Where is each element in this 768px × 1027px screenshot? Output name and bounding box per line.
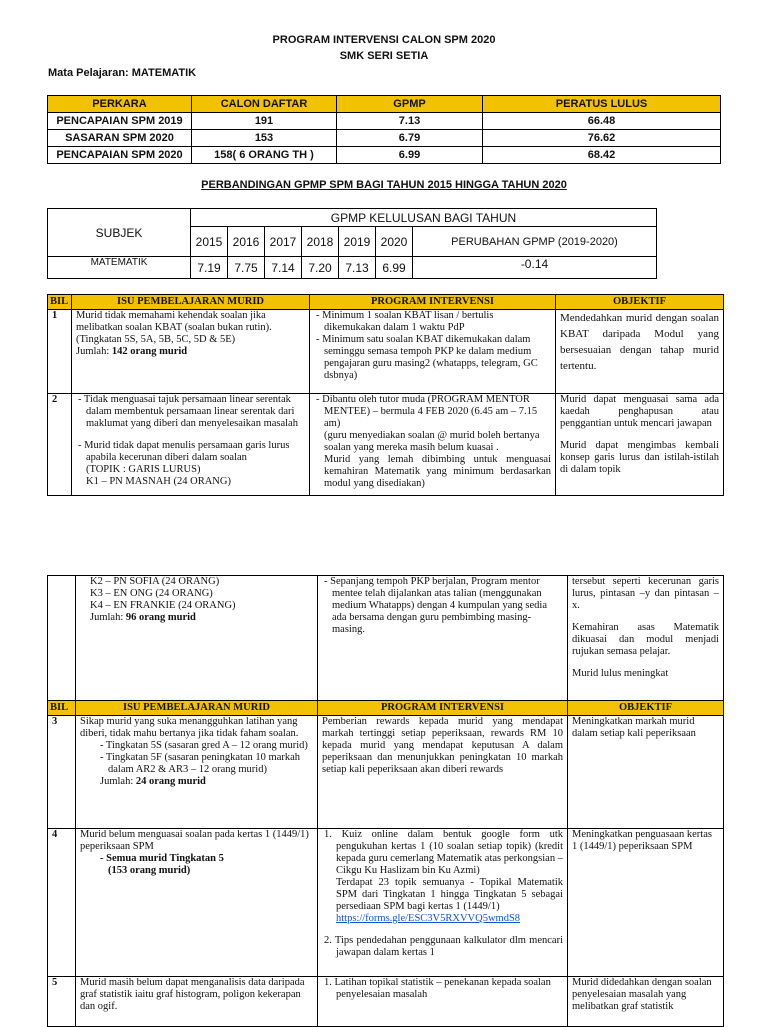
doc-title: PROGRAM INTERVENSI CALON SPM 2020 [272, 34, 496, 46]
spacer [572, 658, 719, 668]
program-note: Murid yang lemah dibimbing untuk menguasai kemahiran Matematik yang minimum berdasarkan modul yang disediakan) [324, 454, 551, 489]
objektif-cell [556, 394, 724, 496]
cell: PENCAPAIAN SPM 2020 [48, 147, 192, 164]
program-header: PROGRAM INTERVENSI [310, 295, 556, 310]
table-row [48, 310, 724, 394]
results-table [47, 95, 721, 164]
cell: 158( 6 ORANG TH ) [192, 147, 337, 164]
isu-header: ISU PEMBELAJARAN MURID [72, 295, 310, 310]
program-item: 1. Latihan topikal statistik – penekanan kepada soalan penyelesaian masalah [324, 977, 551, 1000]
table-row [48, 716, 724, 829]
isu-item: - Tidak menguasai tajuk persamaan linear serentak dalam membentuk persamaan linear serentak dari maklumat yang diberi dan menyelesaikan masalah [78, 394, 298, 429]
objektif-cell: Meningkatkan penguasaan kertas 1 (1449/1) peperiksaan SPM [568, 829, 724, 977]
program-cell [318, 829, 568, 977]
cell: 6.99 [337, 147, 483, 164]
value-cell: 7.19 [191, 257, 228, 279]
program-note: Terdapat 23 topik semuanya - Topikal Matematik SPM dari Tingkatan 1 hingga Tingkatan 5 sebagai persediaan SPM bagi kertas 1 (1449/1) [336, 877, 563, 912]
program-note: (guru menyediakan soalan @ murid boleh bertanya soalan yang mereka masih belum kuasai . [324, 430, 540, 453]
cell: 66.48 [483, 113, 721, 130]
program-item: - Minimum satu soalan KBAT dikemukakan dalam seminggu semasa tempoh PKP ke dalam medium pengajaran guru masing2 (whatapps, telegram, GC dsbnya) [316, 334, 538, 381]
school-name: SMK SERI SETIA [339, 50, 429, 62]
table-row [48, 829, 724, 977]
year-cell: 2016 [228, 227, 265, 257]
program-cell [310, 310, 556, 394]
objektif-header: OBJEKTIF [568, 701, 724, 716]
comparison-title: PERBANDINGAN GPMP SPM BAGI TAHUN 2015 HINGGA TAHUN 2020 [201, 179, 567, 191]
col-peratus-lulus: PERATUS LULUS [483, 96, 721, 113]
program-header: PROGRAM INTERVENSI [318, 701, 568, 716]
value-cell: 7.13 [339, 257, 376, 279]
value-cell: 6.99 [376, 257, 413, 279]
year-cell: 2019 [339, 227, 376, 257]
google-form-link[interactable]: https://forms.gle/ESC3V5RXVVQ5wmdS8 [336, 913, 521, 924]
year-cell: 2015 [191, 227, 228, 257]
gpmp-group-header: GPMP KELULUSAN BAGI TAHUN [191, 209, 657, 227]
results-header-row [48, 96, 721, 113]
perubahan-header: PERUBAHAN GPMP (2019-2020) [413, 227, 657, 257]
spacer [322, 925, 563, 935]
isu-cell: Murid masih belum dapat menganalisis data daripada graf statistik iaitu graf histogram, poligon kekerapan dan ogif. [76, 977, 318, 1027]
isu-text: Murid belum menguasai soalan pada kertas 1 (1449/1) peperiksaan SPM [80, 829, 309, 852]
spacer [560, 430, 719, 440]
program-item: - Dibantu oleh tutor muda (PROGRAM MENTOR MENTEE) – bermula 4 FEB 2020 (6.45 am – 7.15 am) [316, 394, 538, 429]
objektif-header: OBJEKTIF [556, 295, 724, 310]
objektif-cell [568, 576, 724, 701]
table-row [48, 113, 721, 130]
value-cell: 7.75 [228, 257, 265, 279]
objektif-text: Murid dapat mengimbas kembali konsep garis lurus dan istilah-istilah di dalam topik [560, 440, 719, 475]
count-label: Jumlah: [90, 612, 126, 623]
isu-group: K4 – EN FRANKIE (24 ORANG) [90, 600, 236, 611]
isu-group: K1 – PN MASNAH (24 ORANG) [86, 476, 231, 487]
subjek-header: SUBJEK [48, 209, 191, 257]
table-row [48, 130, 721, 147]
bil-cell-empty [48, 576, 76, 701]
objektif-text: tersebut seperti kecerunan garis lurus, pintasan –y dan pintasan – x. [572, 576, 719, 611]
cell: 153 [192, 130, 337, 147]
isu-count [76, 346, 305, 358]
cell: PENCAPAIAN SPM 2019 [48, 113, 192, 130]
isu-header: ISU PEMBELAJARAN MURID [76, 701, 318, 716]
isu-item: - Tingkatan 5S (sasaran gred A – 12 orang murid) [100, 740, 308, 751]
col-gpmp: GPMP [337, 96, 483, 113]
program-item: 1. Kuiz online dalam bentuk google form utk pengukuhan kertas 1 (10 soalan setiap topik) (kredit kepada guru cemerlang Matematik atas perkongsian – Cikgu Ku Haslizam bin Ku Azmi) [324, 829, 563, 876]
gpmp-comparison-table [47, 208, 657, 279]
cell: 68.42 [483, 147, 721, 164]
isu-cell [76, 829, 318, 977]
isu-cell [72, 394, 310, 496]
program-item: 2. Tips pendedahan penggunaan kalkulator dlm mencari jawapan dalam kertas 1 [324, 935, 563, 958]
cell: 7.13 [337, 113, 483, 130]
bil-cell: 5 [48, 977, 76, 1027]
count-label: Jumlah: [76, 346, 112, 357]
cell: 191 [192, 113, 337, 130]
subject-cell: MATEMATIK [48, 257, 191, 279]
bil-cell: 1 [48, 310, 72, 394]
count-value: 24 orang murid [135, 776, 206, 787]
isu-item: - Murid tidak dapat menulis persamaan garis lurus apabila kecerunan diberi dalam soalan [78, 440, 290, 463]
intervention-table-1 [47, 294, 724, 496]
objektif-text: Murid dapat menguasai sama ada kaedah penghapusan atau penggantian untuk mencari jawapan [560, 394, 719, 429]
count-value: 142 orang murid [111, 346, 188, 357]
program-cell: Pemberian rewards kepada murid yang mendapat markah tertinggi setiap peperiksaan, rewards RM 10 kepada murid yang mendapat keputusan A dalam peperiksaan dan menunjukkan peningkatan 10 markah setiap kali peperiksaan akan diberi rewards [318, 716, 568, 829]
value-cell: 7.20 [302, 257, 339, 279]
isu-text: Sikap murid yang suka menangguhkan latihan yang diberi, tidak mahu bertanya jika tidak faham soalan. [80, 716, 299, 739]
bil-cell: 2 [48, 394, 72, 496]
objektif-cell: Mendedahkan murid dengan soalan KBAT daripada Modul yang bersesuaian dengan tahap murid tertentu. [556, 310, 724, 394]
bil-cell: 3 [48, 716, 76, 829]
table-row [48, 576, 724, 701]
program-item: - Sepanjang tempoh PKP berjalan, Program mentor mentee telah dijalankan atas talian (menggunakan medium Whatapps) dengan 4 kumpulan yang sedia ada bersama dengan guru pembimbing masing-masing. [324, 576, 548, 635]
isu-group: K2 – PN SOFIA (24 ORANG) [90, 576, 220, 587]
spacer [76, 430, 305, 440]
objektif-text: Kemahiran asas Matematik dikuasai dan modul menjadi rujukan semasa pelajar. [572, 622, 719, 657]
program-item: - Minimum 1 soalan KBAT lisan / bertulis dikemukakan dalam 1 waktu PdP [316, 310, 494, 333]
col-perkara: PERKARA [48, 96, 192, 113]
change-cell: -0.14 [413, 257, 657, 279]
program-cell [318, 977, 568, 1027]
spacer [572, 612, 719, 622]
cell: SASARAN SPM 2020 [48, 130, 192, 147]
program-cell [310, 394, 556, 496]
isu-group: K3 – EN ONG (24 ORANG) [90, 588, 213, 599]
objektif-cell: Meningkatkan markah murid dalam setiap kali peperiksaan [568, 716, 724, 829]
value-cell: 7.14 [265, 257, 302, 279]
isu-text: Murid tidak memahami kehendak soalan jika melibatkan soalan KBAT (soalan bukan rutin). (Tingkatan 5S, 5A, 5B, 5C, 5D & 5E) [76, 310, 272, 345]
intervention-header-row [48, 701, 724, 716]
col-calon-daftar: CALON DAFTAR [192, 96, 337, 113]
isu-cell [76, 716, 318, 829]
isu-count [80, 612, 313, 624]
year-cell: 2018 [302, 227, 339, 257]
objektif-cell: Murid didedahkan dengan soalan penyelesaian masalah yang melibatkan graf statistik [568, 977, 724, 1027]
count-label: Jumlah: [100, 776, 136, 787]
bil-header: BIL [48, 701, 76, 716]
cell: 76.62 [483, 130, 721, 147]
count-value: 96 orang murid [125, 612, 196, 623]
isu-item: - Semua murid Tingkatan 5 [100, 853, 224, 864]
isu-cell [76, 576, 318, 701]
table-row [48, 147, 721, 164]
isu-count [80, 776, 313, 788]
table-row [48, 394, 724, 496]
subject-line: Mata Pelajaran: MATEMATIK [48, 67, 197, 79]
isu-item: - Tingkatan 5F (sasaran peningkatan 10 markah dalam AR2 & AR3 – 12 orang murid) [100, 752, 301, 775]
cell: 6.79 [337, 130, 483, 147]
intervention-header-row [48, 295, 724, 310]
year-cell: 2017 [265, 227, 302, 257]
year-cell: 2020 [376, 227, 413, 257]
objektif-text: Murid lulus meningkat [572, 668, 669, 679]
bil-header: BIL [48, 295, 72, 310]
bil-cell: 4 [48, 829, 76, 977]
isu-count: (153 orang murid) [108, 865, 191, 876]
isu-topic: (TOPIK : GARIS LURUS) [86, 464, 201, 475]
table-row [48, 977, 724, 1027]
intervention-table-2 [47, 575, 724, 1027]
isu-cell [72, 310, 310, 394]
program-cell [318, 576, 568, 701]
